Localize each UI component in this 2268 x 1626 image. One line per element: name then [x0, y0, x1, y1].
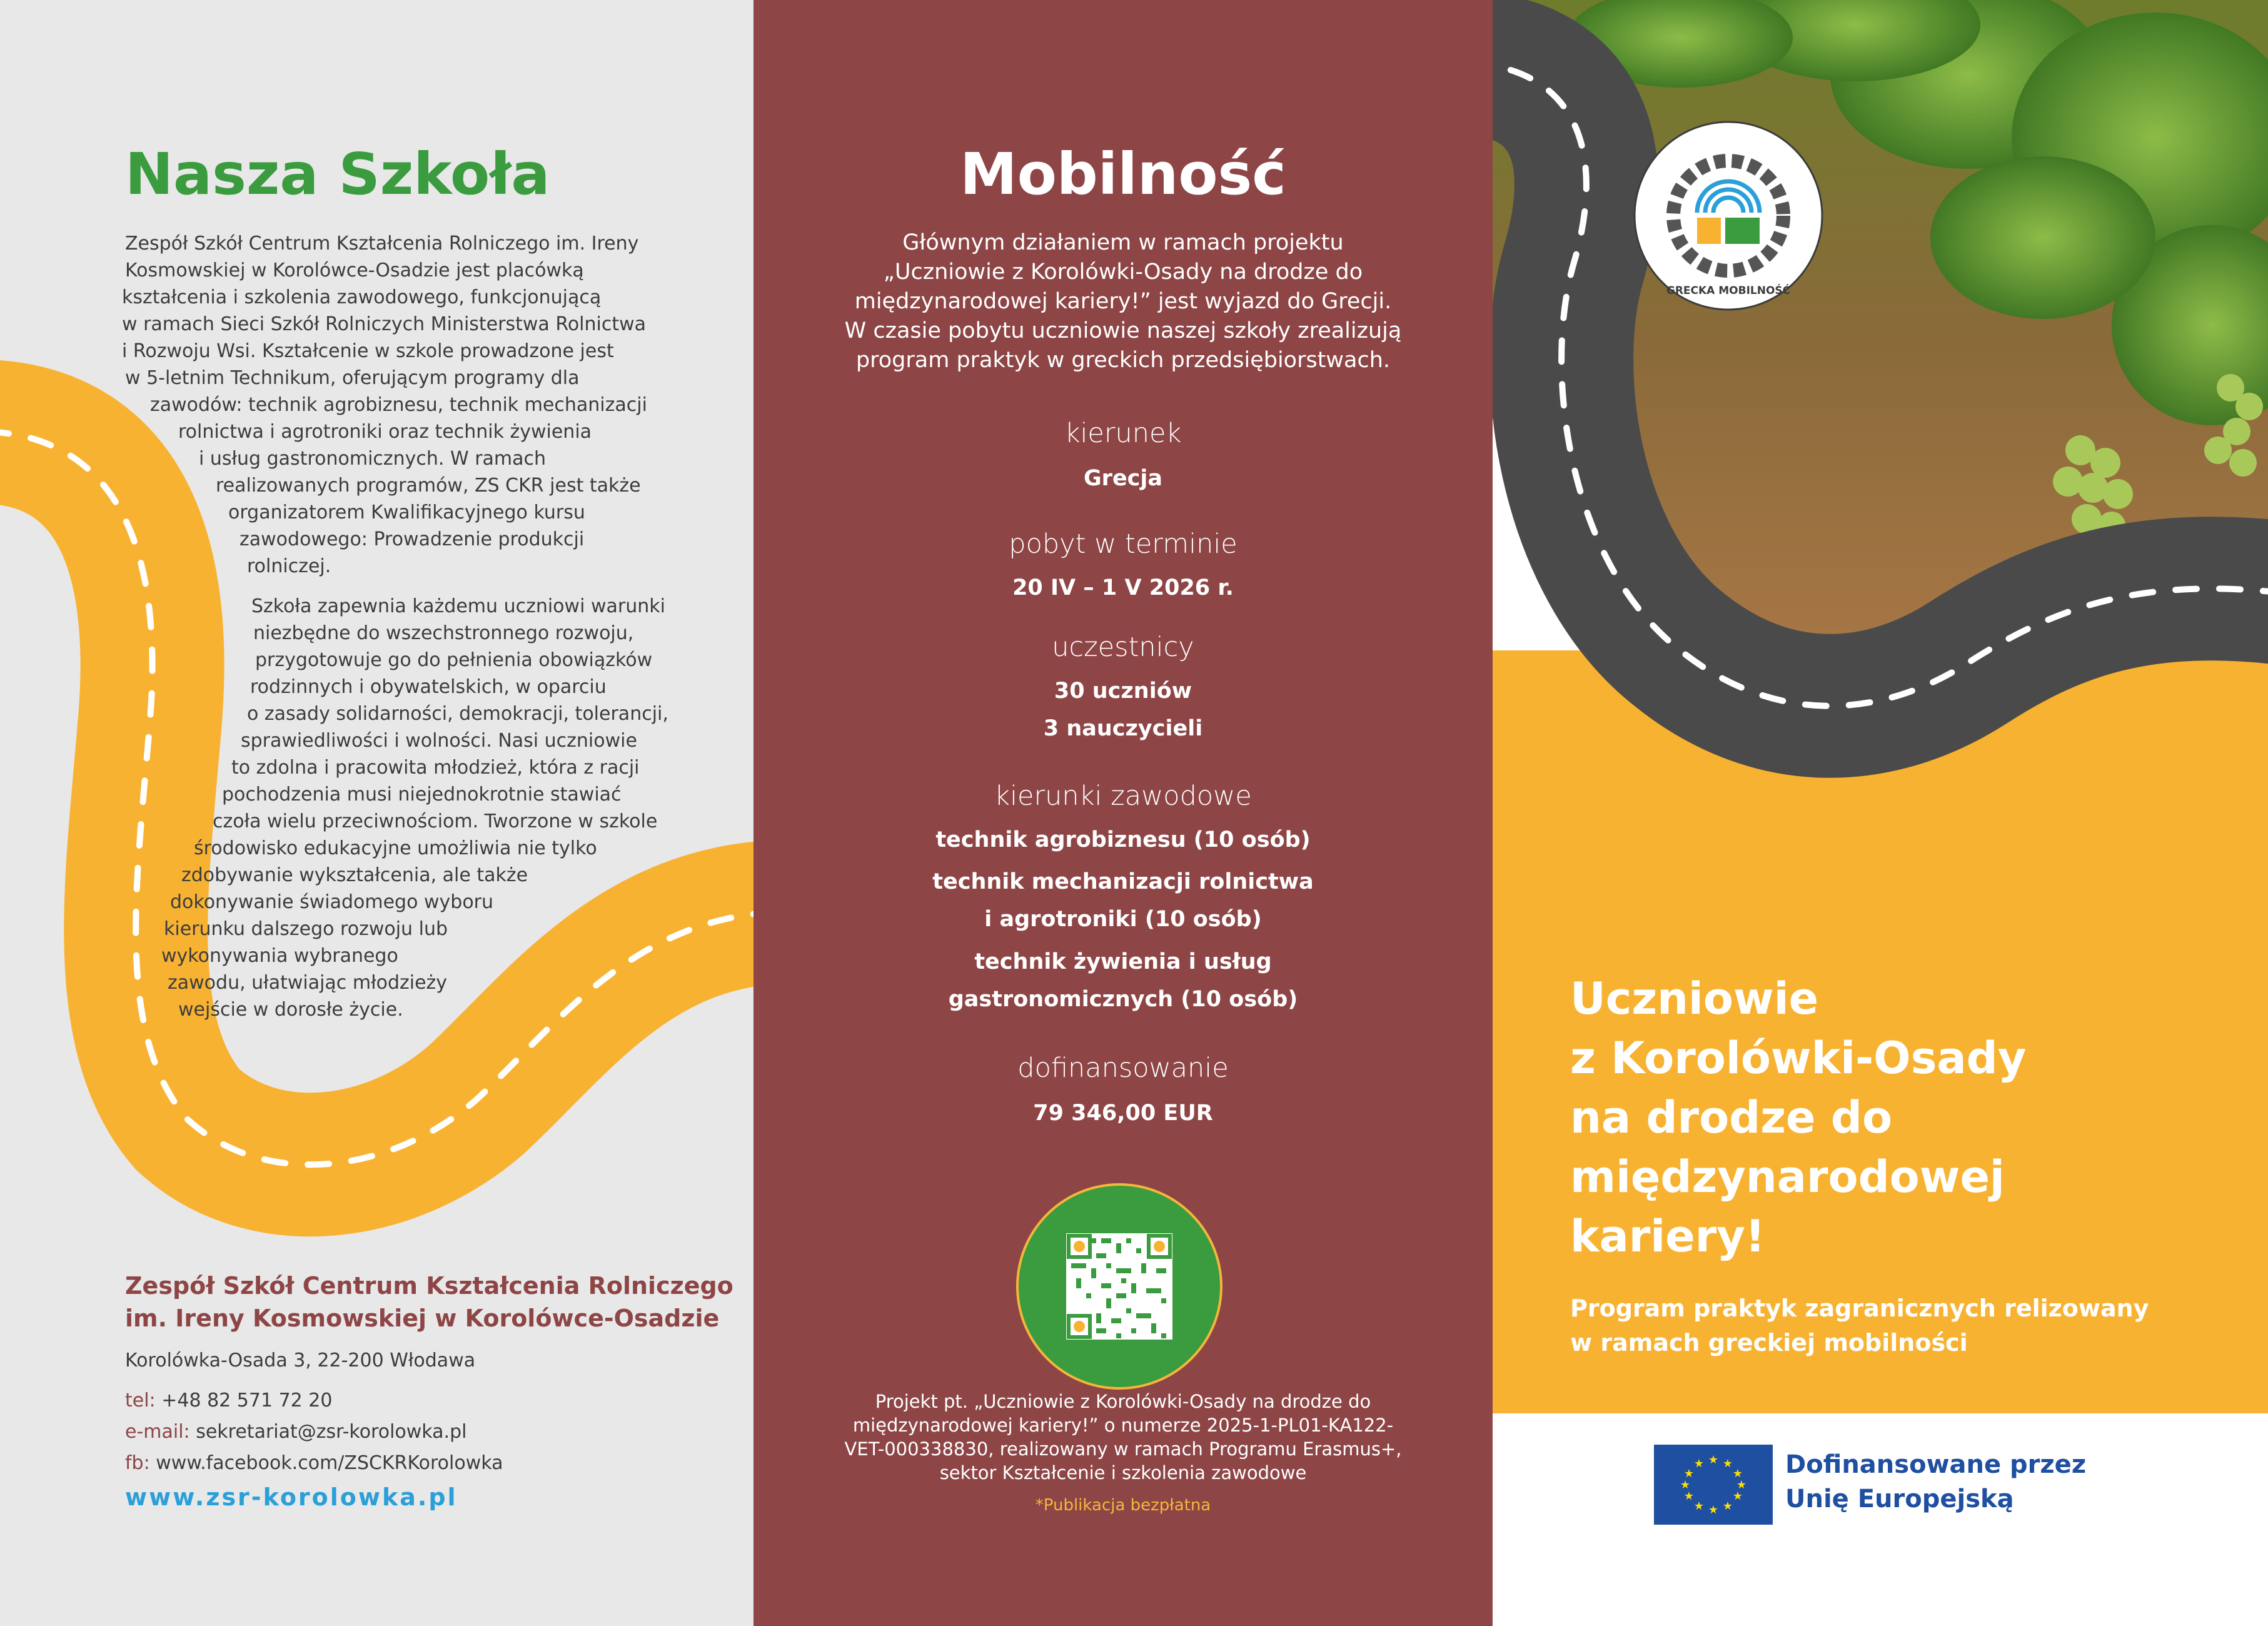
participants-label: uczestnicy	[1052, 632, 1194, 663]
project-footer	[753, 1390, 1493, 1485]
description-line: i Rozwoju Wsi. Kształcenie w szkole prowadzone jest	[122, 340, 614, 362]
description-line: zawodu, ułatwiając młodzieży	[168, 972, 448, 994]
description-line: Zespół Szkół Centrum Kształcenia Rolniczego im. Ireny	[125, 233, 639, 255]
intro-line: międzynarodowej kariery!” jest wyjazd do Grecji.	[854, 289, 1392, 314]
postal-address: Korolówka-Osada 3, 22-200 Włodawa	[125, 1350, 476, 1371]
profession-item: technik agrobiznesu (10 osób)	[935, 827, 1311, 852]
professions-label: kierunki zawodowe	[994, 780, 1252, 812]
eu-flag-icon	[1654, 1445, 1773, 1525]
participants-students: 30 uczniów	[1054, 679, 1192, 704]
description-line: Szkoła zapewnia każdemu uczniowi warunki	[251, 595, 665, 617]
vineyard-photo	[1493, 0, 2268, 807]
phone-row	[125, 1390, 332, 1411]
description-line: zawodowego: Prowadzenie produkcji	[239, 528, 585, 550]
title-line: kariery!	[1570, 1211, 1765, 1262]
description-line: niezbędne do wszechstronnego rozwoju,	[253, 622, 634, 644]
subtitle-line: w ramach greckiej mobilności	[1570, 1329, 1968, 1356]
website-link[interactable]: www.zsr-korolowka.pl	[125, 1483, 458, 1511]
period-value: 20 IV – 1 V 2026 r.	[1012, 575, 1234, 600]
direction-label: kierunek	[1064, 418, 1182, 449]
footer-line: sektor Kształcenie i szkolenia zawodowe	[939, 1462, 1307, 1483]
description-line: rodzinnych i obywatelskich, w oparciu	[250, 676, 607, 698]
svg-text:★: ★	[1708, 1453, 1719, 1467]
svg-text:★: ★	[1680, 1478, 1691, 1492]
phone-value[interactable]: +48 82 571 72 20	[161, 1390, 333, 1411]
eu-line-2: Unię Europejską	[1785, 1485, 2014, 1513]
project-intro	[753, 228, 1493, 375]
panel-mobilnosc	[753, 0, 1493, 1626]
description-line: pochodzenia musi niejednokrotnie stawiać	[222, 784, 622, 805]
description-line: organizatorem Kwalifikacyjnego kursu	[228, 502, 585, 523]
profession-item: technik mechanizacji rolnictwa	[932, 869, 1314, 894]
email-label: e-mail:	[125, 1421, 190, 1443]
facebook-label: fb:	[125, 1452, 150, 1474]
qr-code-badge[interactable]	[1016, 1183, 1222, 1390]
description-line: kierunku dalszego rozwoju lub	[164, 918, 448, 940]
description-line: zdobywanie wykształcenia, ale także	[181, 864, 528, 886]
description-line: realizowanych programów, ZS CKR jest także	[216, 475, 641, 497]
eu-funding-label	[1785, 1448, 2086, 1517]
period-label: pobyt w terminie	[1009, 528, 1237, 560]
description-line: rolnictwa i agrotroniki oraz technik żywienia	[178, 421, 592, 443]
direction-value: Grecja	[1083, 466, 1163, 491]
svg-text:★: ★	[1683, 1467, 1695, 1480]
svg-text:★: ★	[1693, 1457, 1705, 1470]
description-line: w 5-letnim Technikum, oferującym programy dla	[125, 367, 580, 389]
profession-item-cont: i agrotroniki (10 osób)	[984, 907, 1262, 932]
footer-line: międzynarodowej kariery!” o numerze 2025-1-PL01-KA122-	[852, 1415, 1394, 1436]
title-line: z Korolówki-Osady	[1570, 1033, 2027, 1084]
description-line: kształcenia i szkolenia zawodowego, funkcjonującą	[122, 286, 602, 308]
description-line: w ramach Sieci Szkół Rolniczych Ministerstwa Rolnictwa	[122, 313, 647, 335]
profession-item: technik żywienia i usług	[974, 949, 1272, 974]
eu-stars	[1654, 1445, 1773, 1525]
description-line: o zasady solidarności, demokracji, tolerancji,	[247, 703, 668, 725]
footer-line: VET-000338830, realizowany w ramach Programu Erasmus+,	[844, 1438, 1402, 1460]
description-line: przygotowuje go do pełnienia obowiązków	[255, 649, 653, 671]
svg-text:★: ★	[1693, 1500, 1705, 1513]
email-value[interactable]: sekretariat@zsr-korolowka.pl	[196, 1421, 467, 1443]
grecka-mobilnosc-seal	[1631, 119, 1825, 313]
description-line: Kosmowskiej w Korolówce-Osadzie jest placówką	[125, 260, 584, 281]
funding-label: dofinansowanie	[1017, 1053, 1229, 1084]
svg-text:★: ★	[1708, 1503, 1719, 1517]
participants-teachers: 3 nauczycieli	[1043, 716, 1203, 741]
panel-title: Mobilność	[960, 141, 1286, 208]
footer-line: Projekt pt. „Uczniowie z Korolówki-Osady na drodze do	[875, 1391, 1371, 1412]
svg-text:★: ★	[1722, 1457, 1733, 1470]
description-line: środowisko edukacyjne umożliwia nie tylko	[194, 837, 597, 859]
school-name-line-2: im. Ireny Kosmowskiej w Korolówce-Osadzie	[125, 1305, 720, 1332]
intro-line: W czasie pobytu uczniowie naszej szkoły zrealizują	[844, 318, 1402, 343]
svg-text:★: ★	[1683, 1490, 1695, 1503]
panel-nasza-szkola	[0, 0, 753, 1626]
eu-line-1: Dofinansowane przez	[1785, 1450, 2087, 1479]
title-line: Uczniowie	[1570, 973, 1819, 1024]
description-line: sprawiedliwości i wolności. Nasi uczniowie	[241, 730, 637, 752]
school-name	[125, 1270, 733, 1335]
panel-title: Nasza Szkoła	[125, 141, 550, 208]
description-line: dokonywanie świadomego wyboru	[170, 891, 494, 913]
svg-text:★: ★	[1732, 1490, 1743, 1503]
publication-note: *Publikacja bezpłatna	[1035, 1496, 1211, 1515]
description-line: wejście w dorosłe życie.	[178, 999, 403, 1021]
facebook-row	[125, 1452, 503, 1474]
description-line: i usług gastronomicznych. W ramach	[199, 448, 547, 470]
qr-code-icon	[1016, 1183, 1222, 1390]
description-line: to zdolna i pracowita młodzież, która z racji	[231, 757, 640, 779]
facebook-value[interactable]: www.facebook.com/ZSCKRKorolowka	[156, 1452, 503, 1474]
description-line: zawodów: technik agrobiznesu, technik mechanizacji	[150, 394, 647, 416]
panel-cover	[1493, 0, 2268, 1626]
brochure-subtitle	[1570, 1291, 2149, 1360]
title-line: międzynarodowej	[1570, 1151, 2005, 1203]
description-line: rolniczej.	[247, 555, 331, 577]
title-line: na drodze do	[1570, 1092, 1893, 1143]
description-line: czoła wielu przeciwnościom. Tworzone w szkole	[213, 810, 658, 832]
phone-label: tel:	[125, 1390, 156, 1411]
description-line: wykonywania wybranego	[161, 945, 398, 967]
intro-line: „Uczniowie z Korolówki-Osady na drodze do	[883, 260, 1363, 285]
svg-text:★: ★	[1736, 1478, 1747, 1492]
svg-text:★: ★	[1722, 1500, 1733, 1513]
svg-text:★: ★	[1732, 1467, 1743, 1480]
brochure-title	[1570, 969, 2026, 1266]
subtitle-line: Program praktyk zagranicznych relizowany	[1570, 1295, 2149, 1322]
intro-line: program praktyk w greckich przedsiębiorstwach.	[855, 348, 1391, 373]
email-row	[125, 1421, 466, 1443]
funding-value: 79 346,00 EUR	[1033, 1101, 1213, 1126]
intro-line: Głównym działaniem w ramach projektu	[902, 230, 1344, 255]
school-name-line-1: Zespół Szkół Centrum Kształcenia Rolniczego	[125, 1272, 733, 1300]
profession-item-cont: gastronomicznych (10 osób)	[948, 987, 1298, 1012]
seal-bottom-text: GRECKA MOBILNOŚĆ	[1666, 285, 1791, 297]
